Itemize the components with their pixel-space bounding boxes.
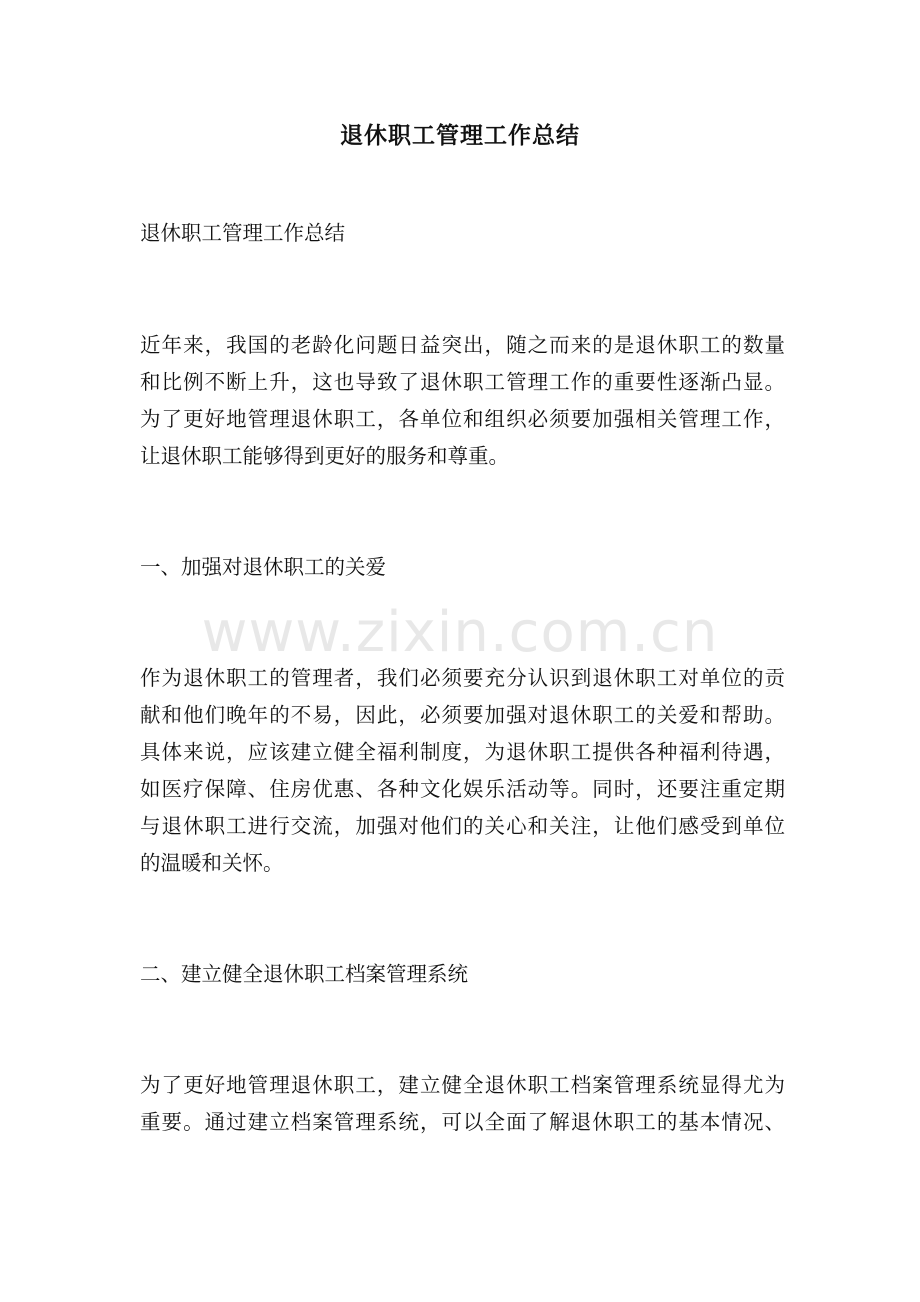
document-body: [140, 215, 785, 1141]
section1-heading: 一、加强对退休职工的关爱: [140, 555, 386, 579]
intro-line: 让退休职工能够得到更好的服务和尊重。: [140, 444, 509, 468]
section1-paragraph: [140, 660, 785, 882]
section1-line: 献和他们晚年的不易，因此，必须要加强对退休职工的关爱和帮助。: [140, 703, 785, 727]
intro-line: 近年来，我国的老龄化问题日益突出，随之而来的是退休职工的数量: [140, 333, 785, 357]
intro-paragraph: [140, 327, 785, 475]
section1-line: 作为退休职工的管理者，我们必须要充分认识到退休职工对单位的贡: [140, 666, 785, 690]
document-subtitle: 退休职工管理工作总结: [140, 221, 345, 245]
intro-line: 和比例不断上升，这也导致了退休职工管理工作的重要性逐渐凸显。: [140, 370, 785, 394]
section2-line: 为了更好地管理退休职工，建立健全退休职工档案管理系统显得尤为: [140, 1073, 785, 1097]
section2-line: 重要。通过建立档案管理系统，可以全面了解退休职工的基本情况、: [140, 1110, 785, 1134]
intro-line: 为了更好地管理退休职工，各单位和组织必须要加强相关管理工作，: [140, 407, 785, 431]
watermark: www.zixin.com.cn: [201, 600, 719, 665]
section1-line: 具体来说，应该建立健全福利制度，为退休职工提供各种福利待遇，: [140, 740, 785, 764]
section1-line: 的温暖和关怀。: [140, 851, 284, 875]
section1-line: 与退休职工进行交流，加强对他们的关心和关注，让他们感受到单位: [140, 814, 785, 838]
section2-heading: 二、建立健全退休职工档案管理系统: [140, 962, 468, 986]
section1-line: 如医疗保障、住房优惠、各种文化娱乐活动等。同时，还要注重定期: [140, 777, 785, 801]
section2-paragraph: [140, 1067, 785, 1141]
document-title: 退休职工管理工作总结: [340, 122, 580, 149]
